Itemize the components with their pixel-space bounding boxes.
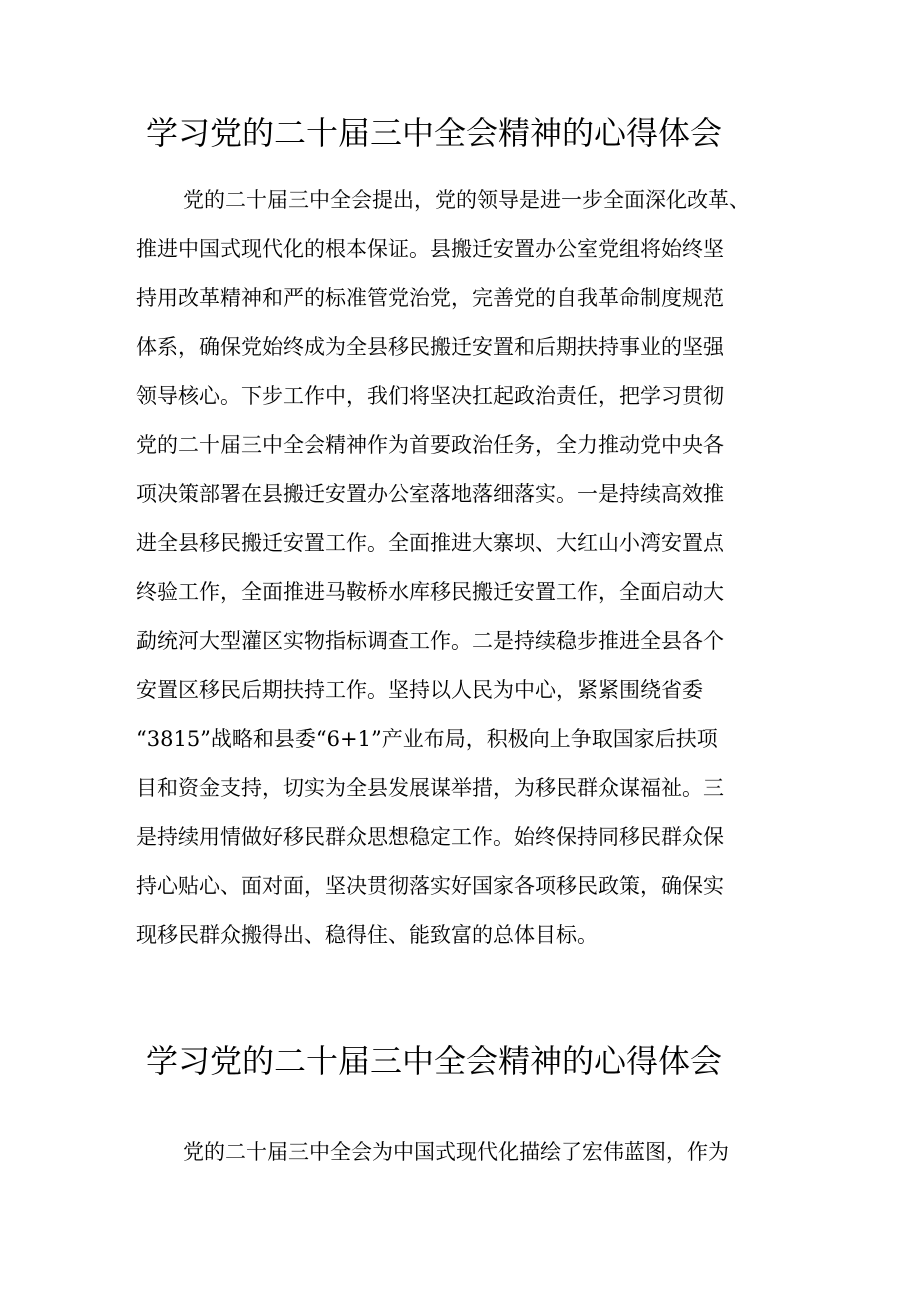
body-line: 安置区移民后期扶持工作。坚持以人民为中心，紧紧围绕省委 [136,678,703,702]
body-line: 现移民群众搬得出、稳得住、能致富的总体目标。 [136,923,598,947]
section-1-title: 学习党的二十届三中全会精神的心得体会 [146,114,723,152]
body-line: 目和资金支持，切实为全县发展谋举措，为移民群众谋福祉。三 [136,776,724,800]
section-2-title: 学习党的二十届三中全会精神的心得体会 [146,1042,723,1080]
body-line: 领导核心。下步工作中，我们将坚决扛起政治责任，把学习贯彻 [136,384,724,408]
body-line: 党的二十届三中全会为中国式现代化描绘了宏伟蓝图，作为 [183,1140,729,1164]
body-line: 推进中国式现代化的根本保证。县搬迁安置办公室党组将始终坚 [136,237,724,261]
body-line: “3815”战略和县委“6+1”产业布局，积极向上争取国家后扶项 [136,727,718,751]
body-line: 终验工作，全面推进马鞍桥水库移民搬迁安置工作，全面启动大 [136,580,724,604]
body-line: 项决策部署在县搬迁安置办公室落地落细落实。一是持续高效推 [136,482,724,506]
body-line: 是持续用情做好移民群众思想稳定工作。始终保持同移民群众保 [136,825,724,849]
body-line: 体系，确保党始终成为全县移民搬迁安置和后期扶持事业的坚强 [136,335,724,359]
body-line: 持心贴心、面对面，坚决贯彻落实好国家各项移民政策，确保实 [136,874,724,898]
body-line: 持用改革精神和严的标准管党治党，完善党的自我革命制度规范 [136,286,724,310]
body-line: 党的二十届三中全会精神作为首要政治任务，全力推动党中央各 [136,433,724,457]
body-line: 勐统河大型灌区实物指标调查工作。二是持续稳步推进全县各个 [136,629,724,653]
body-line: 党的二十届三中全会提出，党的领导是进一步全面深化改革、 [183,188,750,212]
body-line: 进全县移民搬迁安置工作。全面推进大寨坝、大红山小湾安置点 [136,531,724,555]
